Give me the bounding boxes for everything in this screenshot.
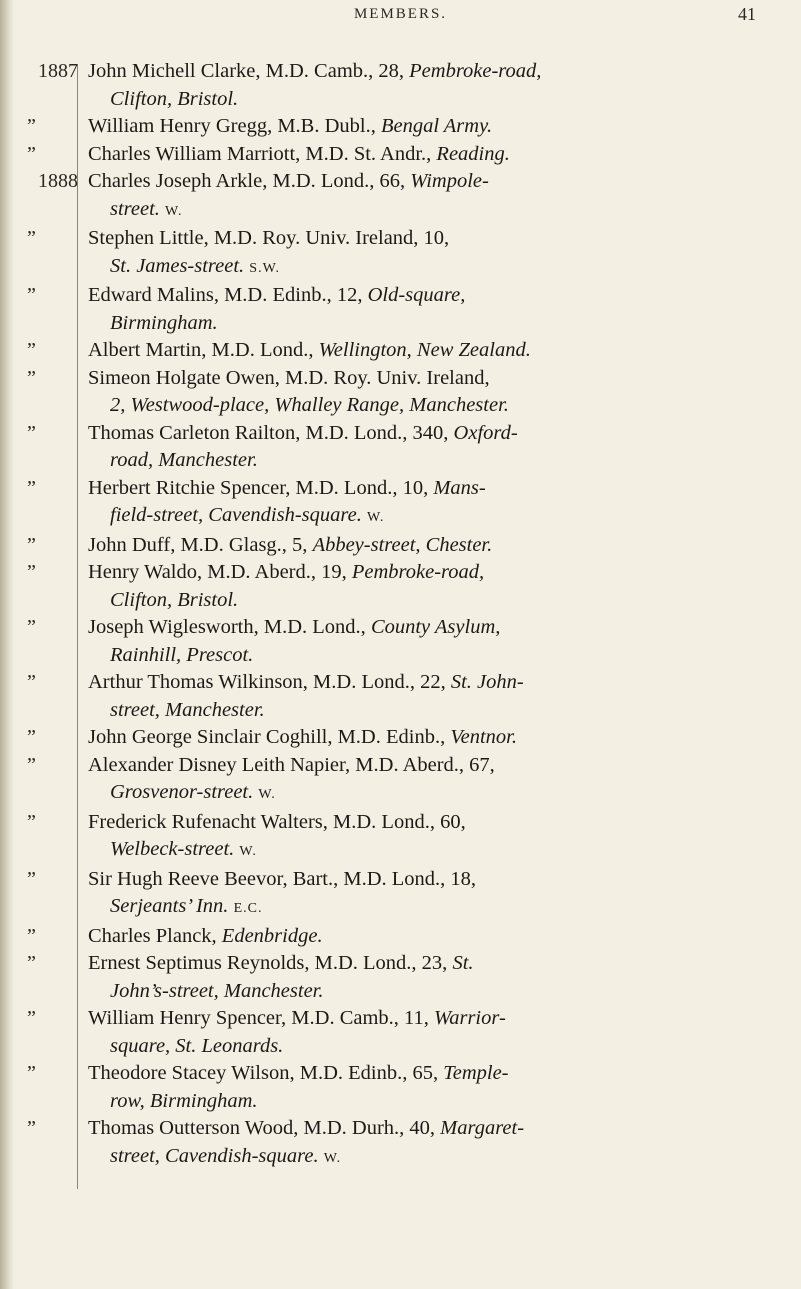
member-entry: [0, 866, 801, 923]
member-entry: [0, 475, 801, 532]
election-year: ”: [27, 142, 36, 165]
member-text: [84, 113, 704, 141]
entry-line-2: [88, 836, 704, 866]
member-entry: [0, 113, 801, 141]
member-entry: [0, 809, 801, 866]
election-year: ”: [27, 952, 36, 974]
member-text: [84, 559, 704, 614]
entry-line-1: [88, 141, 704, 169]
member-text: [84, 532, 704, 560]
member-text: [84, 337, 704, 365]
member-entry: [0, 923, 801, 951]
member-address: street.: [110, 197, 160, 220]
member-name-degree: Joseph Wiglesworth, M.D. Lond.,: [88, 616, 371, 638]
member-entry: [0, 365, 801, 420]
member-name-degree: Charles William Marriott, M.D. St. Andr.,: [88, 142, 437, 165]
member-address: Birmingham.: [110, 311, 218, 334]
member-address: Warrior-: [434, 1007, 506, 1029]
election-year: ”: [27, 561, 36, 583]
entry-line-1: [88, 225, 704, 253]
entry-line-1: [88, 365, 704, 393]
member-address: St. John-: [450, 671, 524, 693]
entry-line-2: [88, 502, 704, 532]
entry-line-1: [88, 168, 704, 196]
election-year: ”: [27, 867, 36, 890]
entry-line-2: [88, 697, 704, 725]
member-entry: [0, 614, 801, 669]
member-entry: [0, 532, 801, 560]
entry-line-1: [88, 614, 704, 642]
election-year: ”: [27, 1007, 36, 1029]
postal-district: W.: [239, 844, 257, 859]
member-entry: [0, 724, 801, 752]
member-name-degree: Thomas Carleton Railton, M.D. Lond., 340,: [88, 421, 454, 444]
entry-line-1: [88, 1005, 704, 1033]
member-address: Pembroke-road,: [409, 60, 542, 82]
postal-district: W.: [366, 510, 385, 525]
entry-line-2: [88, 893, 704, 923]
member-text: [84, 168, 704, 225]
entry-line-2: [88, 392, 704, 420]
member-text: [84, 724, 704, 752]
member-name-degree: John George Sinclair Coghill, M.D. Edinb.,: [88, 726, 451, 748]
member-address: Bengal Army.: [380, 115, 493, 137]
entry-line-1: [88, 752, 704, 780]
member-address: street, Manchester.: [110, 698, 265, 721]
member-entry: [0, 752, 801, 809]
member-text: [84, 1005, 704, 1060]
member-name-degree: Theodore Stacey Wilson, M.D. Edinb., 65,: [88, 1062, 444, 1084]
postal-district: W.: [165, 203, 183, 219]
member-entry: [0, 282, 801, 337]
member-name-degree: Frederick Rufenacht Walters, M.D. Lond., 60,: [88, 810, 466, 833]
member-name-degree: Ernest Septimus Reynolds, M.D. Lond., 23,: [88, 952, 453, 974]
member-text: [84, 923, 704, 951]
member-address: Mans-: [433, 476, 486, 499]
member-name-degree: Edward Malins, M.D. Edinb., 12,: [88, 284, 368, 306]
member-name-degree: Alexander Disney Leith Napier, M.D. Aberd., 67,: [88, 753, 495, 776]
entry-line-1: [88, 866, 704, 894]
postal-district: W.: [258, 787, 276, 802]
member-name-degree: Thomas Outterson Wood, M.D. Durh., 40,: [88, 1117, 441, 1139]
member-text: [84, 420, 704, 475]
member-text: [84, 58, 704, 113]
member-list: [0, 58, 801, 1172]
entry-line-2: [88, 587, 704, 615]
election-year: ”: [27, 753, 36, 776]
entry-line-1: [88, 282, 704, 310]
member-name-degree: Henry Waldo, M.D. Aberd., 19,: [88, 561, 352, 583]
election-year: ”: [27, 366, 36, 389]
member-address: Wellington, New Zealand.: [318, 339, 531, 361]
election-year: ”: [27, 616, 36, 638]
entry-line-1: [88, 1115, 704, 1143]
member-entry: [0, 58, 801, 113]
member-name-degree: Arthur Thomas Wilkinson, M.D. Lond., 22,: [88, 671, 451, 693]
member-text: [84, 866, 704, 923]
member-entry: [0, 225, 801, 282]
entry-line-2: [88, 1088, 704, 1116]
page-number: 41: [738, 4, 756, 24]
entry-line-2: [88, 978, 704, 1006]
member-address: row, Birmingham.: [110, 1089, 258, 1112]
postal-district: W.: [323, 1150, 342, 1166]
member-address: Old-square,: [367, 284, 466, 306]
election-year: ”: [27, 1062, 36, 1084]
member-text: [84, 365, 704, 420]
entry-line-2: [88, 447, 704, 475]
member-entry: [0, 950, 801, 1005]
entry-line-1: [88, 724, 704, 752]
member-address: field-street, Cavendish-square.: [110, 504, 362, 526]
entry-line-2: [88, 1143, 704, 1173]
election-year: ”: [27, 476, 36, 499]
election-year: ”: [27, 533, 36, 556]
member-address: Edenbridge.: [221, 924, 323, 947]
entry-line-1: [88, 559, 704, 587]
member-text: [84, 950, 704, 1005]
member-name-degree: Sir Hugh Reeve Beevor, Bart., M.D. Lond., 18,: [88, 867, 477, 890]
member-address: square, St. Leonards.: [110, 1034, 284, 1057]
member-name-degree: William Henry Gregg, M.B. Dubl.,: [88, 115, 381, 137]
member-entry: [0, 337, 801, 365]
entry-line-1: [88, 420, 704, 448]
entry-line-1: [88, 532, 704, 560]
member-entry: [0, 1115, 801, 1172]
entry-line-2: [88, 779, 704, 809]
entry-line-2: [88, 196, 704, 226]
member-text: [84, 1115, 704, 1172]
member-name-degree: Charles Joseph Arkle, M.D. Lond., 66,: [88, 170, 411, 192]
member-address: John’s-street, Manchester.: [110, 979, 324, 1002]
election-year: ”: [27, 726, 36, 748]
entry-line-1: [88, 950, 704, 978]
member-name-degree: John Duff, M.D. Glasg., 5,: [88, 533, 313, 556]
member-address: road, Manchester.: [110, 449, 258, 471]
member-address: Pembroke-road,: [351, 561, 485, 583]
member-text: [84, 282, 704, 337]
member-text: [84, 475, 704, 532]
member-address: Rainhill, Prescot.: [110, 643, 254, 666]
entry-line-1: [88, 337, 704, 365]
entry-line-1: [88, 923, 704, 951]
entry-line-2: [88, 86, 704, 114]
entry-line-1: [88, 475, 704, 503]
member-name-degree: Herbert Ritchie Spencer, M.D. Lond., 10,: [88, 476, 434, 499]
member-name-degree: Albert Martin, M.D. Lond.,: [88, 339, 319, 361]
member-address: Ventnor.: [450, 726, 517, 748]
member-entry: [0, 420, 801, 475]
member-address: Clifton, Bristol.: [110, 588, 239, 611]
election-year: 1888: [38, 170, 78, 192]
member-entry: [0, 1005, 801, 1060]
member-address: County Asylum,: [370, 616, 501, 638]
election-year: ”: [27, 671, 36, 693]
member-address: street, Cavendish-square.: [110, 1144, 319, 1167]
member-text: [84, 669, 704, 724]
member-text: [84, 141, 704, 169]
member-address: Reading.: [436, 142, 510, 165]
member-address: Serjeants’ Inn.: [110, 895, 229, 917]
member-text: [84, 809, 704, 866]
member-entry: [0, 559, 801, 614]
election-year: ”: [27, 115, 36, 137]
member-entry: [0, 669, 801, 724]
member-address: St.: [452, 952, 474, 974]
entry-line-2: [88, 310, 704, 338]
entry-line-1: [88, 1060, 704, 1088]
running-header: [0, 4, 801, 32]
member-text: [84, 1060, 704, 1115]
member-entry: [0, 168, 801, 225]
entry-line-1: [88, 113, 704, 141]
member-text: [84, 225, 704, 282]
entry-line-2: [88, 253, 704, 283]
member-text: [84, 752, 704, 809]
postal-district: E.C.: [233, 901, 263, 916]
member-address: Wimpole-: [410, 170, 489, 192]
election-year: ”: [27, 421, 36, 444]
member-address: Margaret-: [440, 1117, 525, 1139]
entry-line-1: [88, 809, 704, 837]
member-address: Grosvenor-street.: [110, 781, 254, 803]
election-year: ”: [27, 339, 36, 361]
member-address: 2, Westwood-place, Whalley Range, Manchester.: [110, 394, 509, 416]
election-year: ”: [27, 284, 36, 306]
election-year: ”: [27, 924, 36, 947]
running-title: MEMBERS.: [353, 6, 448, 22]
member-name-degree: Stephen Little, M.D. Roy. Univ. Ireland, 10,: [88, 227, 450, 249]
member-name-degree: William Henry Spencer, M.D. Camb., 11,: [88, 1007, 435, 1029]
election-year: ”: [27, 1117, 36, 1139]
entry-line-2: [88, 1033, 704, 1061]
entry-line-1: [88, 669, 704, 697]
entry-line-2: [88, 642, 704, 670]
member-name-degree: John Michell Clarke, M.D. Camb., 28,: [88, 60, 410, 82]
member-address: Oxford-: [453, 421, 518, 444]
member-name-degree: Simeon Holgate Owen, M.D. Roy. Univ. Ireland,: [88, 366, 490, 389]
entry-line-1: [88, 58, 704, 86]
member-entry: [0, 141, 801, 169]
member-entry: [0, 1060, 801, 1115]
election-year: ”: [27, 810, 36, 833]
member-address: Welbeck-street.: [110, 838, 235, 860]
member-address: Clifton, Bristol.: [110, 87, 239, 110]
member-text: [84, 614, 704, 669]
election-year: ”: [27, 227, 36, 249]
member-address: Abbey-street, Chester.: [312, 533, 493, 556]
member-address: St. James-street.: [110, 254, 245, 277]
member-address: Temple-: [443, 1062, 509, 1084]
election-year: 1887: [38, 60, 78, 82]
member-name-degree: Charles Planck,: [88, 924, 222, 947]
postal-district: S.W.: [249, 260, 281, 276]
